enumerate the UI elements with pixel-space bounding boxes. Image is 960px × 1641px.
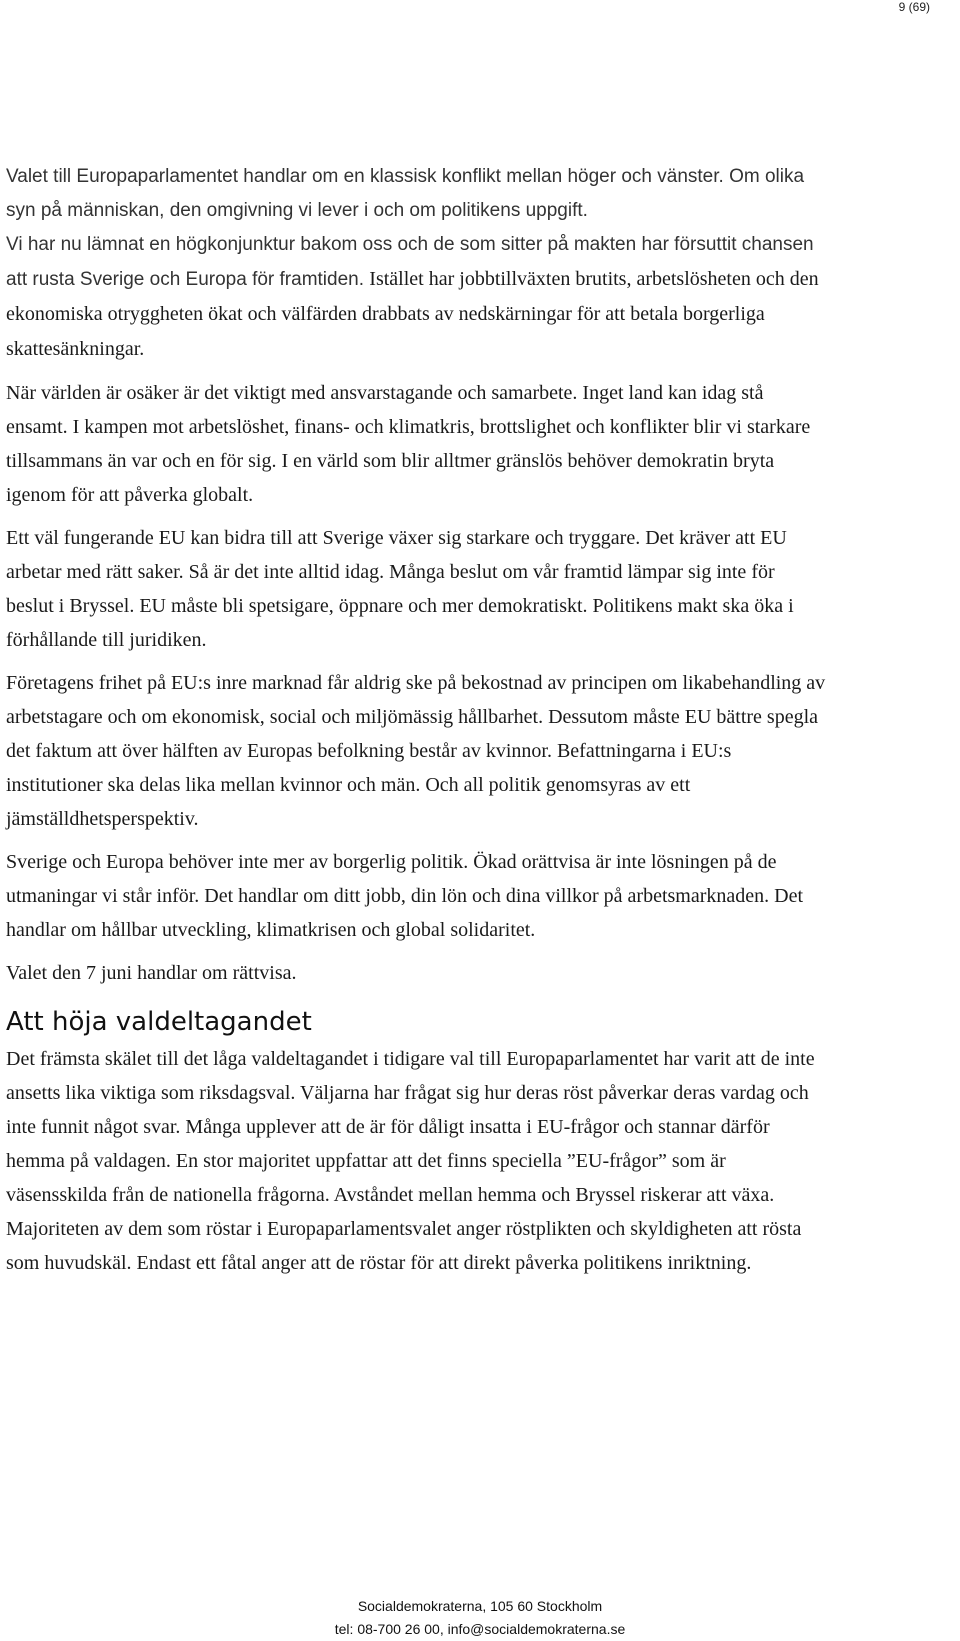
section-body: Det främsta skälet till det låga valdeltagandet i tidigare val till Europaparlamentet har varit att de inte ansetts lika viktiga som riksdagsval. Väljarna har frågat sig hur deras röst påverkar deras vardag och inte funnit något svar. Många upplever att de är för dåligt insatta i EU-frågor och stannar därför hemma på valdagen. En stor majoritet uppfattar att det finns speciella ”EU-frågor” som är väsensskilda från de nationella frågorna. Avståndet mellan hemma och Bryssel riskerar att växa. Majoriteten av dem som röstar i Europaparlamentsvalet anger röstplikten och skyldigheten att rösta som huvudskäl. Endast ett fåtal anger att de röstar för att direkt påverka politikens inriktning. [6,1048,815,1274]
paragraph-hogkonjunktur-lead: Vi har nu lämnat en högkonjunktur bakom oss och de som sitter på makten har försuttit chansen att rusta Sverige och Europa för framtiden. [6,234,814,290]
document-body [6,160,826,1289]
paragraph-hogkonjunktur-cont: Istället har jobbtillväxten brutits, arbetslösheten och den ekonomiska otryggheten ökat och välfärden drabbats av nedskärningar för att betala borgerliga skattesänkningar. [6,268,819,360]
paragraph-borgerlig-politik: Sverige och Europa behöver inte mer av borgerlig politik. Ökad orättvisa är inte lösningen på de utmaningar vi står inför. Det handlar om ditt jobb, din lön och dina villkor på arbetsmarknaden. Det handlar om hållbar utveckling, klimatkrisen och global solidaritet. [6,851,804,941]
intro-paragraph: Valet till Europaparlamentet handlar om en klassisk konflikt mellan höger och vänster. Om olika syn på människan, den omgivning vi lever i och om politikens uppgift. [6,166,805,221]
paragraph-valet-7-juni: Valet den 7 juni handlar om rättvisa. [6,962,297,984]
footer-contact: tel: 08-700 26 00, info@socialdemokraterna.se [334,1621,626,1637]
paragraph-eu-fungerande: Ett väl fungerande EU kan bidra till att Sverige växer sig starkare och tryggare. Det kräver att EU arbetar med rätt saker. Så är det inte alltid idag. Många beslut om vår framtid lämpar sig inte för beslut i Bryssel. EU måste bli spetsigare, öppnare och mer demokratiskt. Politikens makt ska öka i förhållande till juridiken. [6,527,794,651]
footer-address: Socialdemokraterna, 105 60 Stockholm [357,1598,603,1614]
page-number: 9 (69) [898,0,930,14]
paragraph-foretagens-frihet: Företagens frihet på EU:s inre marknad får aldrig ske på bekostnad av principen om likabehandling av arbetstagare och om ekonomisk, social och miljömässig hållbarhet. Dessutom måste EU bättre spegla det faktum att över hälften av Europas befolkning består av kvinnor. Befattningarna i EU:s institutioner ska delas lika mellan kvinnor och män. Och all politik genomsyras av ett jämställdhetsperspektiv. [6,672,826,830]
paragraph-hogkonjunktur [6,228,826,367]
section-heading: Att höja valdeltagandet [6,1007,312,1037]
paragraph-samarbete: När världen är osäker är det viktigt med ansvarstagande och samarbete. Inget land kan idag stå ensamt. I kampen mot arbetslöshet, finans- och klimatkris, brottslighet och konflikter blir vi starkare tillsammans än var och en för sig. I en värld som blir alltmer gränslös behöver demokratin bryta igenom för att påverka globalt. [6,382,811,506]
